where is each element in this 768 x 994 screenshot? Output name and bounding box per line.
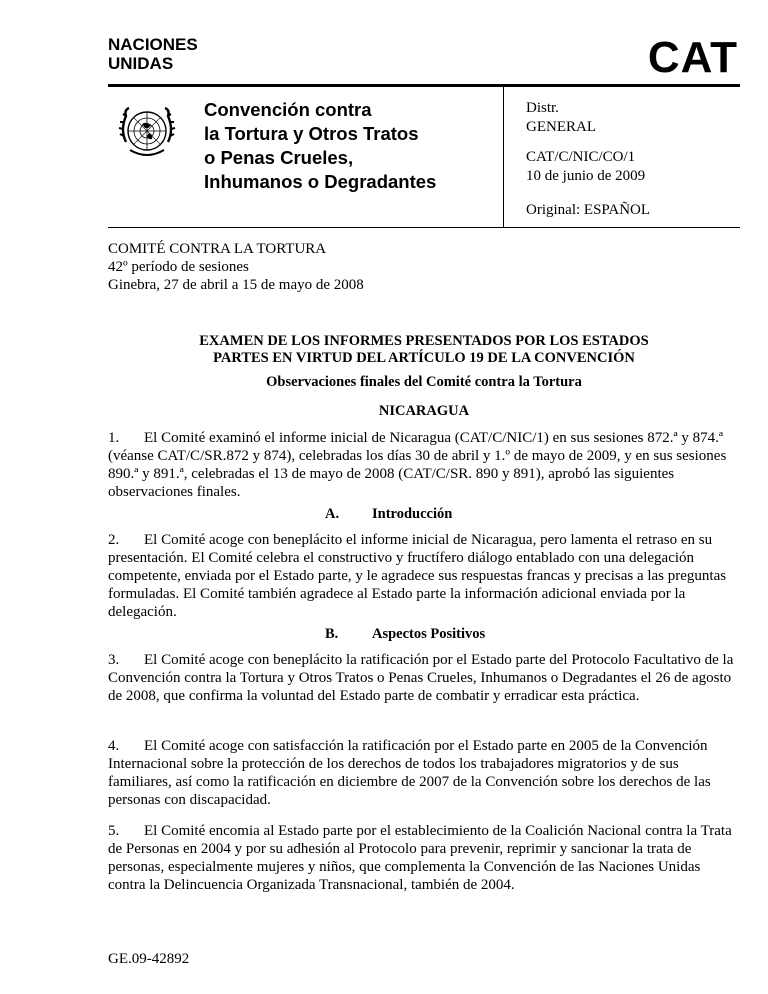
distribution [526, 99, 596, 137]
heading-line-1: EXAMEN DE LOS INFORMES PRESENTADOS POR LOS ESTADOS [199, 333, 649, 349]
country-name: NICARAGUA [378, 403, 470, 419]
convention-title [204, 98, 489, 194]
organization-name [108, 35, 198, 73]
paragraph-2 [108, 531, 740, 621]
paragraph-number: 4. [108, 738, 120, 754]
paragraph-text: El Comité examinó el informe inicial de Nicaragua (CAT/C/NIC/1) en sus sesiones 872.ª y 874.ª (véanse CAT/C/SR.872 y 874), celebradas los días 30 de abril y 1.º de mayo de 2009, y en sus sesiones 890.ª y 891.ª, celebradas el 13 de mayo de 2008 (CAT/C/SR. 890 y 891), aprobó las siguientes observaciones finales. [108, 430, 727, 500]
heading-line-2: PARTES EN VIRTUD DEL ARTÍCULO 19 DE LA CONVENCIÓN [213, 350, 635, 366]
paragraph-1 [108, 429, 740, 501]
un-emblem-icon [116, 100, 178, 162]
session-info [108, 240, 364, 294]
convention-line-3: o Penas Crueles, [204, 147, 354, 168]
document-code: CAT [647, 33, 738, 82]
section-title: Introducción [372, 506, 453, 522]
section-title: Aspectos Positivos [372, 626, 486, 642]
session-period: 42º período de sesiones [108, 259, 249, 275]
paragraph-4 [108, 737, 740, 809]
section-letter: A. [325, 506, 340, 522]
job-number: GE.09-42892 [108, 951, 190, 967]
paragraph-number: 5. [108, 823, 120, 839]
convention-line-2: la Tortura y Otros Tratos [204, 123, 419, 144]
org-line-2: UNIDAS [108, 54, 174, 73]
paragraph-text: El Comité acoge con beneplácito la ratificación por el Estado parte del Protocolo Facultativo de la Convención contra la Tortura y Otros Tratos o Penas Crueles, Inhumanos o Degradantes el 26 de agosto de 2008, que confirma la voluntad del Estado parte de combatir y erradicar esta práctica. [108, 652, 734, 704]
header-rule [108, 84, 740, 87]
paragraph-number: 2. [108, 532, 120, 548]
paragraph-number: 1. [108, 430, 120, 446]
original-language: Original: ESPAÑOL [526, 202, 651, 218]
paragraph-number: 3. [108, 652, 120, 668]
paragraph-text: El Comité encomia al Estado parte por el establecimiento de la Coalición Nacional contra la Trata de Personas en 2004 y por su adhesión al Protocolo para prevenir, reprimir y sancionar la trata de personas, especialmente mujeres y niños, que complementa la Convención de las Naciones Unidas contra la Delincuencia Organizada Transnacional, también de 2004. [108, 823, 732, 893]
document-heading [108, 333, 740, 367]
paragraph-text: El Comité acoge con beneplácito el informe inicial de Nicaragua, pero lamenta el retraso en su presentación. El Comité celebra el constructivo y fructífero diálogo entablado con una delegación competente, enviada por el Estado parte, y le agradece sus respuestas francas y precisas a las preguntas formuladas. El Comité también agradece al Estado parte la información adicional enviada por la delegación. [108, 532, 727, 620]
document-symbol: CAT/C/NIC/CO/1 [526, 149, 636, 165]
committee-name: COMITÉ CONTRA LA TORTURA [108, 241, 327, 257]
document-date: 10 de junio de 2009 [526, 168, 646, 184]
session-place-dates: Ginebra, 27 de abril a 15 de mayo de 2008 [108, 277, 364, 293]
convention-line-1: Convención contra [204, 99, 372, 120]
org-line-1: NACIONES [108, 35, 198, 54]
distr-value: GENERAL [526, 119, 596, 135]
paragraph-3 [108, 651, 740, 705]
paragraph-text: El Comité acoge con satisfacción la ratificación por el Estado parte en 2005 de la Convención Internacional sobre la protección de los derechos de todos los trabajadores migratorios y de sus familiares, así como la ratificación en diciembre de 2007 de la Convención sobre los derechos de las personas con discapacidad. [108, 738, 711, 808]
document-subtitle: Observaciones finales del Comité contra la Tortura [266, 374, 582, 390]
paragraph-5 [108, 822, 740, 894]
section-letter: B. [325, 626, 339, 642]
document-symbol-block [526, 148, 645, 186]
masthead-rule [108, 227, 740, 228]
convention-line-4: Inhumanos o Degradantes [204, 171, 437, 192]
distr-label: Distr. [526, 100, 559, 116]
header-divider [503, 87, 504, 227]
